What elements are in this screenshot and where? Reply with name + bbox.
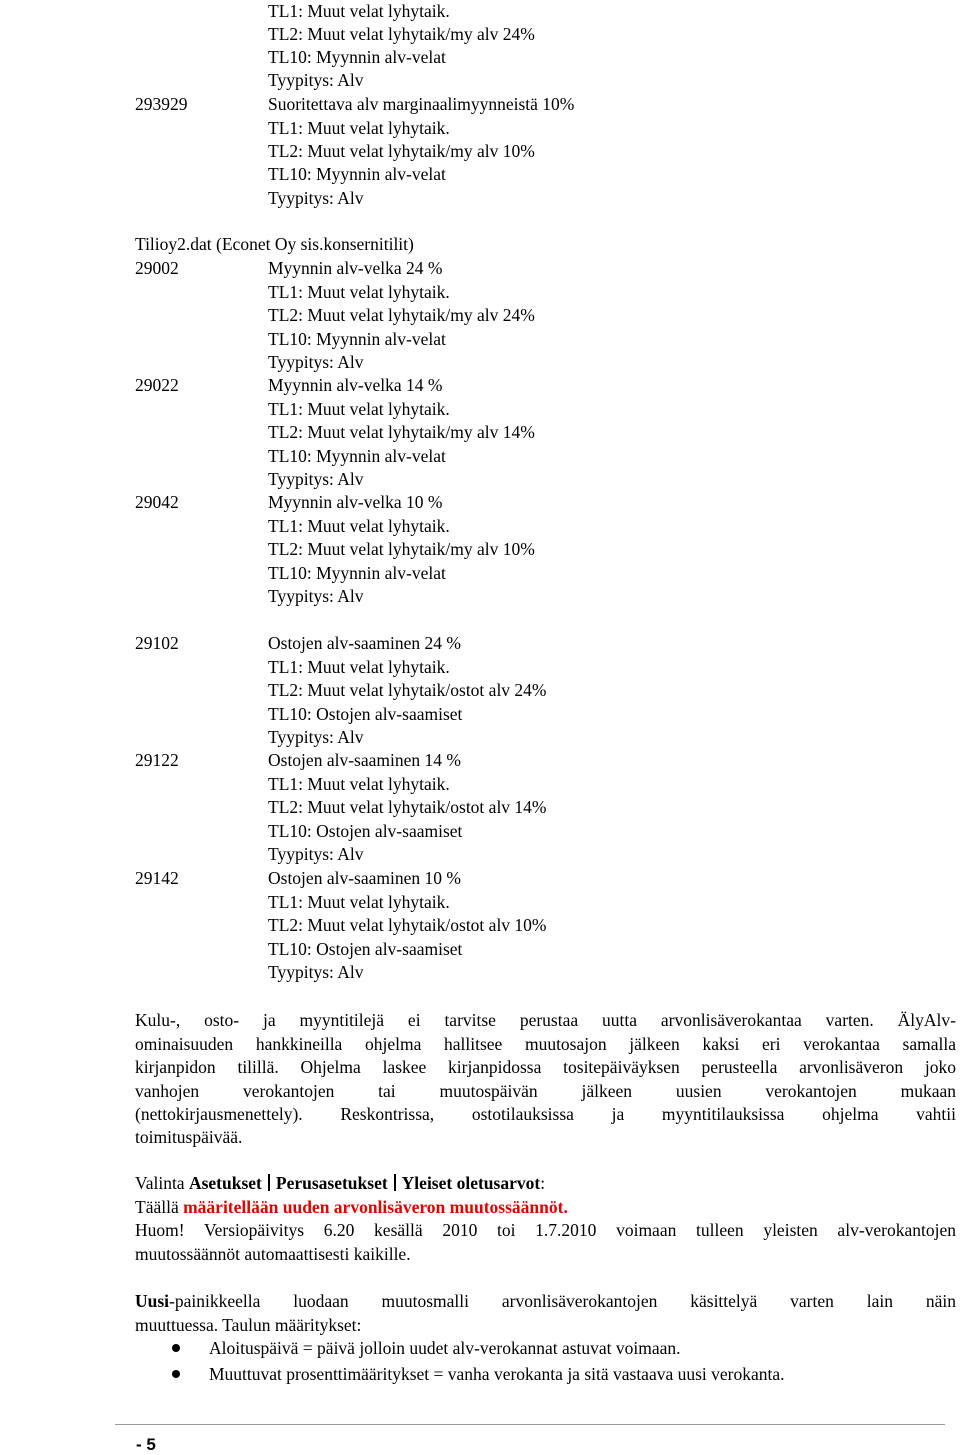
account-number: 29022 <box>135 375 179 395</box>
account-tl10: TL10: Myynnin alv-velat <box>268 328 446 349</box>
account-name: Myynnin alv-velka 10 % <box>268 492 443 512</box>
here-red-text: määritellään uuden arvonlisäveron muutossäännöt. <box>183 1197 568 1217</box>
account-tl2: TL2: Muut velat lyhytaik/ostot alv 10% <box>268 915 547 935</box>
menu-separator <box>268 1174 270 1191</box>
account-name: Ostojen alv-saaminen 24 % <box>268 633 461 653</box>
account-type: Tyypitys: Alv <box>268 844 364 864</box>
menu-path <box>135 1172 545 1196</box>
uusi-line2: muuttuessa. Taulun määritykset: <box>135 1315 362 1335</box>
menu-item-perusasetukset: Perusasetukset <box>275 1173 388 1193</box>
account-number: 29102 <box>135 633 179 653</box>
bullet-item: Muuttuvat prosenttimääritykset = vanha verokanta ja sitä vastaava uusi verokanta. <box>209 1364 785 1384</box>
uusi-rest: -painikkeella luodaan muutosmalli arvonlisäverokantojen käsittelyä varten lain näin <box>169 1291 956 1311</box>
account-tl2: TL2: Muut velat lyhytaik/my alv 10% <box>268 539 535 559</box>
para-line: toimituspäivää. <box>135 1127 243 1147</box>
account-tl1: TL1: Muut velat lyhytaik. <box>268 515 450 536</box>
account-tl2: TL2: Muut velat lyhytaik/my alv 24% <box>268 305 535 325</box>
account-number: 29122 <box>135 750 179 770</box>
account-name: Myynnin alv-velka 14 % <box>268 375 443 395</box>
footer-rule <box>115 1424 945 1425</box>
note-line: Huom! Versiopäivitys 6.20 kesällä 2010 toi 1.7.2010 voimaan tulleen yleisten alv-verokantojen <box>135 1220 956 1240</box>
account-tl1: TL1: Muut velat lyhytaik. <box>268 656 450 677</box>
here-line <box>135 1196 568 1220</box>
page-number: - 5 <box>136 1435 156 1454</box>
bullet-icon <box>172 1370 180 1378</box>
menu-separator <box>394 1174 396 1191</box>
account-number: 29042 <box>135 492 179 512</box>
account-name: Suoritettava alv marginaalimyynneistä 10% <box>268 94 575 114</box>
account-tl10: TL10: Myynnin alv-velat <box>268 562 446 583</box>
account-tl1: TL1: Muut velat lyhytaik. <box>268 398 450 419</box>
account-tl2: TL2: Muut velat lyhytaik/ostot alv 14% <box>268 797 547 817</box>
account-name: Ostojen alv-saaminen 14 % <box>268 750 461 770</box>
para-line: Kulu-, osto- ja myyntitilejä ei tarvitse perustaa uutta arvonlisäverokantaa varten. ÄlyAlv- <box>135 1010 956 1030</box>
para-line: (nettokirjausmenettely). Reskontrissa, ostotilauksissa ja myyntitilauksissa ohjelma vahtii <box>135 1104 956 1124</box>
menu-path-suffix: : <box>540 1173 546 1193</box>
menu-item-yleiset-oletusarvot: Yleiset oletusarvot <box>401 1173 541 1193</box>
account-name: Ostojen alv-saaminen 10 % <box>268 868 461 888</box>
account-type: Tyypitys: Alv <box>268 586 364 606</box>
para-line: ominaisuuden hankkineilla ohjelma hallitsee muutosajon jälkeen kaksi eri verokantaa samalla <box>135 1034 956 1054</box>
account-type: Tyypitys: Alv <box>268 352 364 372</box>
account-type: Tyypitys: Alv <box>268 727 364 747</box>
account-tl10: TL10: Ostojen alv-saamiset <box>268 820 463 841</box>
account-tl10: TL10: Ostojen alv-saamiset <box>268 938 463 959</box>
account-tl1: TL1: Muut velat lyhytaik. <box>268 891 450 912</box>
here-prefix: Täällä <box>135 1197 184 1217</box>
para-line: kirjanpidon tilillä. Ohjelma laskee kirjanpidossa tositepäiväyksen perusteella arvonlisäveron joko <box>135 1057 956 1077</box>
section-heading: Tilioy2.dat (Econet Oy sis.konsernitilit) <box>135 234 414 254</box>
account-type: Tyypitys: Alv <box>268 962 364 982</box>
bullet-icon <box>172 1344 180 1352</box>
para-line: vanhojen verokantojen tai muutospäivän jälkeen uusien verokantojen mukaan <box>135 1081 956 1101</box>
account-tl10: TL10: Myynnin alv-velat <box>268 445 446 466</box>
account-number: 293929 <box>135 94 188 114</box>
account-tl1: TL1: Muut velat lyhytaik. <box>268 281 450 302</box>
account-tl2: TL2: Muut velat lyhytaik/my alv 10% <box>268 141 535 161</box>
account-tl2: TL2: Muut velat lyhytaik/my alv 14% <box>268 422 535 442</box>
top-line-tl1: TL1: Muut velat lyhytaik. <box>268 1 450 21</box>
top-line-type: Tyypitys: Alv <box>268 70 364 90</box>
account-number: 29002 <box>135 258 179 278</box>
top-line-tl2: TL2: Muut velat lyhytaik/my alv 24% <box>268 24 535 44</box>
menu-path-prefix: Valinta <box>135 1173 189 1193</box>
account-tl10: TL10: Myynnin alv-velat <box>268 164 446 184</box>
account-type: Tyypitys: Alv <box>268 188 364 208</box>
account-type: Tyypitys: Alv <box>268 469 364 489</box>
account-tl2: TL2: Muut velat lyhytaik/ostot alv 24% <box>268 680 547 700</box>
account-name: Myynnin alv-velka 24 % <box>268 258 443 278</box>
account-tl1: TL1: Muut velat lyhytaik. <box>268 773 450 794</box>
account-tl10: TL10: Ostojen alv-saamiset <box>268 703 463 724</box>
menu-item-asetukset: Asetukset <box>188 1173 262 1193</box>
uusi-bold: Uusi <box>135 1291 170 1311</box>
top-line-tl10: TL10: Myynnin alv-velat <box>268 47 446 67</box>
account-tl1: TL1: Muut velat lyhytaik. <box>268 118 450 138</box>
note-line: muutossäännöt automaattisesti kaikille. <box>135 1244 411 1264</box>
uusi-line <box>135 1290 956 1314</box>
account-number: 29142 <box>135 868 179 888</box>
bullet-item: Aloituspäivä = päivä jolloin uudet alv-verokannat astuvat voimaan. <box>209 1338 681 1358</box>
